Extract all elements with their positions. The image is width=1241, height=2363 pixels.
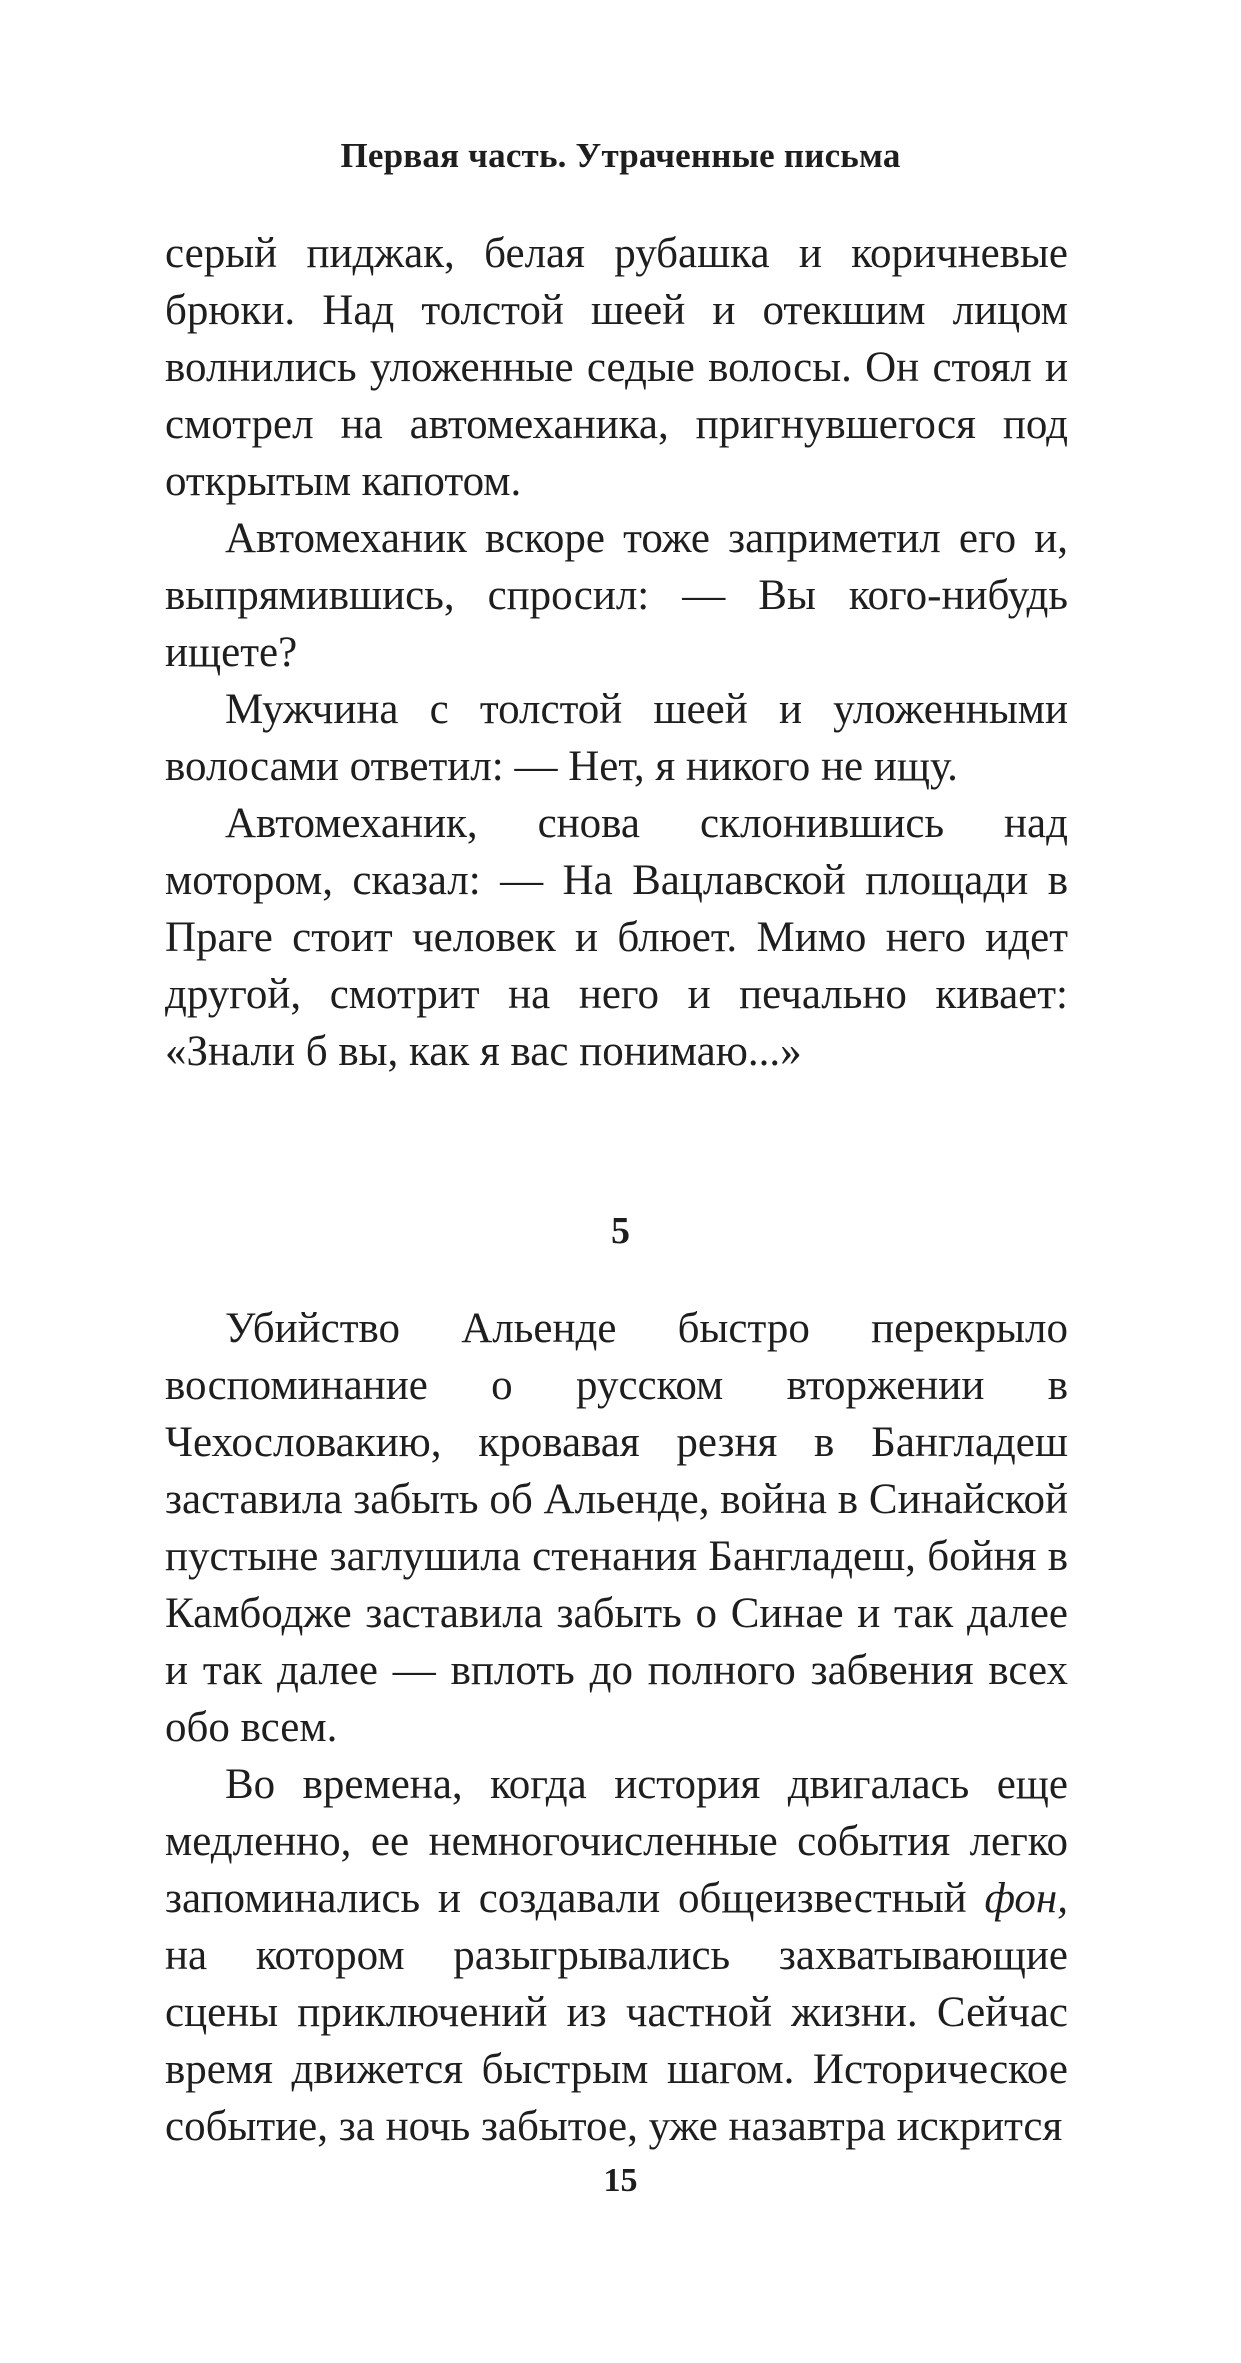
paragraph-mechanic-question: Автомеханик вскоре тоже заприметил его и, выпрямившись, спросил: — Вы кого-нибудь ищете? (165, 515, 1068, 676)
paragraph-history-start: Во времена, когда история двигалась еще медленно, ее немногочисленные события легко запоминались и создавали общеизвестный (165, 1761, 1068, 1922)
chapter-number: 5 (611, 1210, 630, 1252)
text-section-before-chapter (165, 225, 1068, 1080)
page-number: 15 (603, 2162, 638, 2199)
paragraph-mechanic-joke: Автомеханик, снова склонившись над мотором, сказал: — На Вацлавской площади в Праге стоит человек и блюет. Мимо него идет другой, смотрит на него и печально кивает: «Знали б вы, как я вас понимаю...» (165, 800, 1068, 1075)
paragraph-continuation: серый пиджак, белая рубашка и коричневые брюки. Над толстой шеей и отекшим лицом волнились уложенные седые волосы. Он стоял и смотрел на автомеханика, пригнувшегося под открытым капотом. (165, 230, 1068, 505)
text-section-chapter-5 (165, 1300, 1068, 2155)
paragraph-history-end: на котором разыгрывались захватывающие сцены приключений из частной жизни. Сейчас время движется быстрым шагом. Историческое событие, за ночь забытое, уже назавтра искрится (165, 1932, 1068, 2150)
paragraph-allende: Убийство Альенде быстро перекрыло воспоминание о русском вторжении в Чехословакию, кровавая резня в Бангладеш заставила забыть об Альенде, война в Синайской пустыне заглушила стенания Бангладеш, бойня в Камбодже заставила забыть о Синае и так далее и так далее — вплоть до полного забвения всех обо всем. (165, 1305, 1068, 1751)
paragraph-history (165, 1756, 1068, 2155)
italic-word-fon: фон, (984, 1875, 1068, 1922)
paragraph-man-answer: Мужчина с толстой шеей и уложенными волосами ответил: — Нет, я никого не ищу. (165, 686, 1068, 790)
running-head: Первая часть. Утраченные письма (340, 136, 901, 175)
